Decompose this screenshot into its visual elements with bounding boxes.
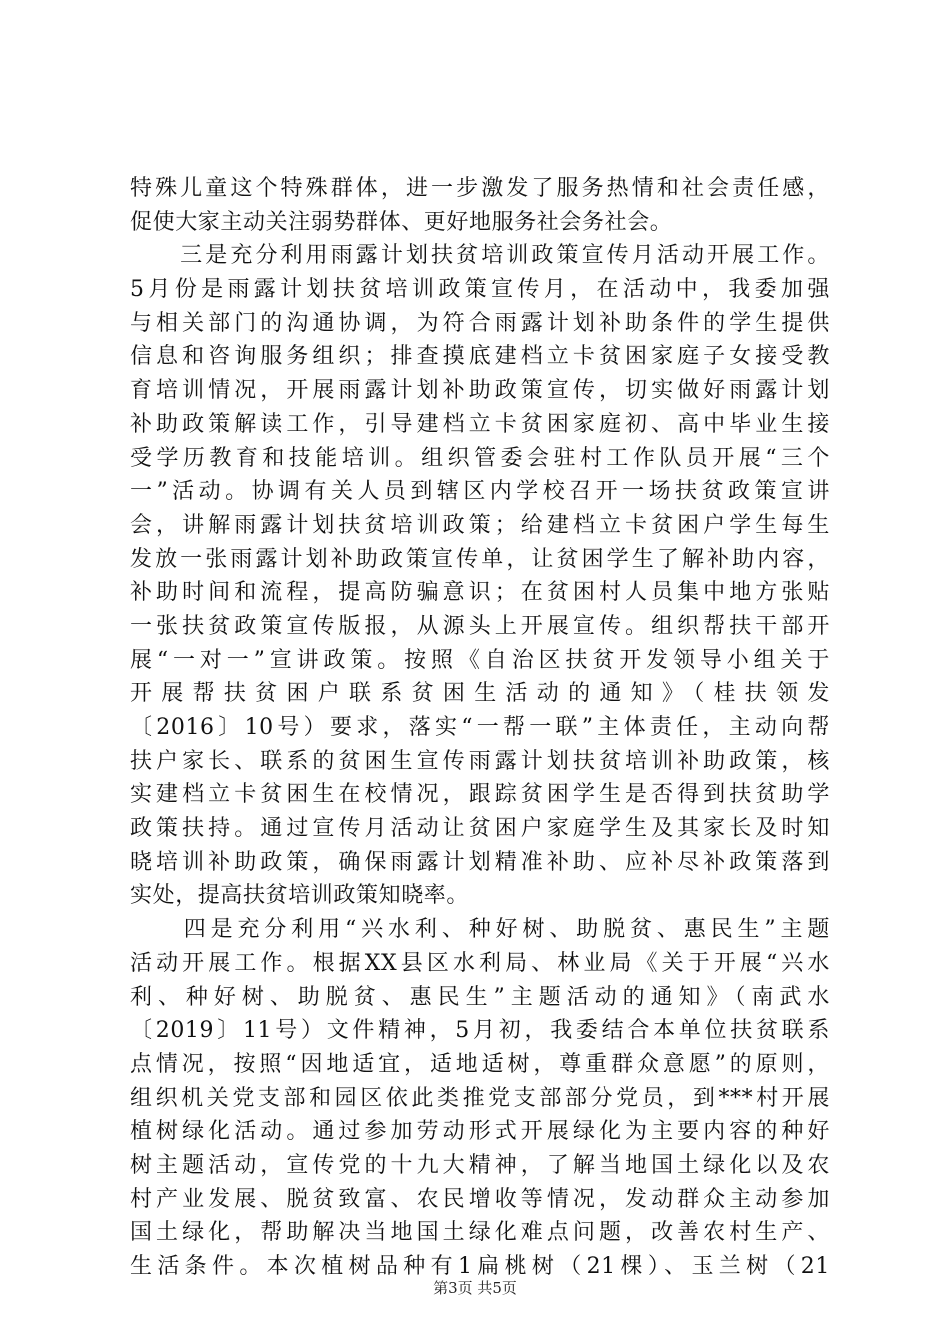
text-line: 育培训情况，开展雨露计划补助政策宣传，切实做好雨露计划 — [130, 378, 830, 404]
text-line: 促使大家主动关注弱势群体、更好地服务社会务社会。 — [130, 209, 673, 235]
text-line: 活动开展工作。根据XX县区水利局、林业局《关于开展“兴水 — [130, 950, 830, 976]
text-line: 与相关部门的沟通协调，为符合雨露计划补助条件的学生提供 — [130, 310, 830, 336]
paragraph-first-line: 三是充分利用雨露计划扶贫培训政策宣传月活动开展工作。 — [130, 243, 830, 269]
text-line: 实处，提高扶贫培训政策知晓率。 — [130, 883, 470, 909]
text-line: 生活条件。本次植树品种有1扁桃树（21棵）、玉兰树（21 — [130, 1254, 830, 1279]
text-line: 补助时间和流程，提高防骗意识；在贫困村人员集中地方张贴 — [130, 580, 830, 606]
text-line: 受学历教育和技能培训。组织管委会驻村工作队员开展“三个 — [130, 445, 830, 471]
document-body — [130, 172, 830, 1284]
text-line: 晓培训补助政策，确保雨露计划精准补助、应补尽补政策落到 — [130, 849, 830, 875]
text-line: 特殊儿童这个特殊群体，进一步激发了服务热情和社会责任感， — [130, 176, 830, 201]
text-line: 点情况，按照“因地适宜，适地适树，尊重群众意愿”的原则， — [130, 1051, 830, 1077]
text-line: 扶户家长、联系的贫困生宣传雨露计划扶贫培训补助政策，核 — [130, 748, 830, 774]
text-line: 植树绿化活动。通过参加劳动形式开展绿化为主要内容的种好 — [130, 1119, 830, 1145]
text-line: 政策扶持。通过宣传月活动让贫困户家庭学生及其家长及时知 — [130, 816, 830, 842]
text-line: 开展帮扶贫困户联系贫困生活动的通知》（桂扶领发 — [130, 681, 830, 707]
text-line: 发放一张雨露计划补助政策宣传单，让贫困学生了解补助内容， — [130, 546, 830, 572]
paragraph-first-line: 四是充分利用“兴水利、种好树、助脱贫、惠民生”主题 — [130, 917, 830, 943]
text-line: 村产业发展、脱贫致富、农民增收等情况，发动群众主动参加 — [130, 1186, 830, 1212]
text-line: 补助政策解读工作，引导建档立卡贫困家庭初、高中毕业生接 — [130, 411, 830, 437]
text-line: 利、种好树、助脱贫、惠民生”主题活动的通知》（南武水 — [130, 984, 830, 1010]
page-number-footer: 第3页 共5页 — [433, 1279, 517, 1297]
text-line: 信息和咨询服务组织；排查摸底建档立卡贫困家庭子女接受教 — [130, 344, 830, 370]
text-line: 展“一对一”宣讲政策。按照《自治区扶贫开发领导小组关于 — [130, 647, 830, 673]
text-line: 组织机关党支部和园区依此类推党支部部分党员，到***村开展 — [130, 1085, 830, 1111]
text-line: 一”活动。协调有关人员到辖区内学校召开一场扶贫政策宣讲 — [130, 479, 830, 505]
text-line: 一张扶贫政策宣传版报，从源头上开展宣传。组织帮扶干部开 — [130, 613, 830, 639]
text-line: 〔2019〕11号）文件精神，5月初，我委结合本单位扶贫联系 — [130, 1018, 830, 1044]
text-line: 树主题活动，宣传党的十九大精神，了解当地国土绿化以及农 — [130, 1152, 830, 1178]
text-line: 国土绿化，帮助解决当地国土绿化难点问题，改善农村生产、 — [130, 1220, 830, 1246]
text-line: 5月份是雨露计划扶贫培训政策宣传月，在活动中，我委加强 — [130, 277, 830, 303]
text-line: 会，讲解雨露计划扶贫培训政策；给建档立卡贫困户学生每生 — [130, 512, 830, 538]
text-line: 〔2016〕10号）要求，落实“一帮一联”主体责任，主动向帮 — [130, 715, 830, 740]
text-line: 实建档立卡贫困生在校情况，跟踪贫困学生是否得到扶贫助学 — [130, 782, 830, 808]
